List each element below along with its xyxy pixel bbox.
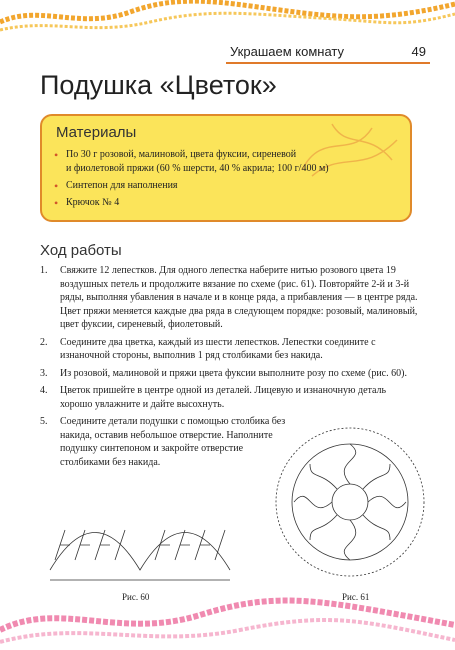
crochet-chart-flower [270, 420, 430, 585]
step-item [40, 264, 420, 332]
work-heading: Ход работы [40, 242, 122, 259]
step-item [40, 384, 420, 411]
step-number: 3. [40, 367, 48, 379]
yarn-decoration-bottom [0, 590, 455, 650]
step-number: 2. [40, 336, 48, 348]
step-number: 5. [40, 416, 48, 427]
step-item [40, 367, 420, 381]
page-number: 49 [411, 44, 426, 59]
materials-heading: Материалы [56, 124, 137, 141]
step-text: Цветок пришейте в центре одной из деталей. Лицевую и изнаночную деталь хорошо увлажните и дайте высохнуть. [60, 385, 387, 410]
yarn-decoration-top [0, 0, 455, 40]
figure-60-caption: Рис. 60 [122, 592, 150, 602]
page-title: Подушка «Цветок» [40, 70, 277, 100]
materials-box [40, 114, 412, 222]
running-header [226, 40, 430, 64]
step-number: 4. [40, 385, 48, 396]
step-item [40, 336, 420, 363]
header-rule [226, 62, 430, 64]
step-text: Соедините два цветка, каждый из шести лепестков. Лепестки соедините с изнаночной стороны, выполнив 1 ряд столбиками без накида. [60, 336, 376, 361]
figure-61-caption: Рис. 61 [342, 592, 370, 602]
step-text: Свяжите 12 лепестков. Для одного лепестка наберите нитью розового цвета 19 воздушных петель и продолжите вязание по схеме (рис. 61). Повторяйте 2-й и 3-й ряды, выполняя убавления в начале и в конце ряда, а прибавления — в центре ряда. Цвет пряжи меняется каждые два ряда в следующем порядке: розовый, малиновый, цвет фуксии, сиреневый, фиолетовый. [60, 265, 418, 330]
materials-item: • Синтепон для наполнения [54, 179, 329, 193]
materials-item: • Крючок № 4 [54, 196, 329, 210]
step-item [40, 415, 292, 469]
step-text: Соедините детали подушки с помощью столбика без накида, оставив небольшое отверстие. Наполните подушку синтепоном и закройте отверстие столбиками без накида. [60, 416, 286, 468]
step-number: 1. [40, 265, 48, 276]
materials-item: • По 30 г розовой, малиновой, цвета фуксии, сиреневой и фиолетовой пряжи (60 % шерсти, 40 % акрила; 100 г/400 м) [54, 148, 329, 176]
crochet-chart-rose [40, 510, 240, 590]
step-text: Из розовой, малиновой и пряжи цвета фуксии выполните розу по схеме (рис. 60). [60, 367, 407, 379]
header-section-title: Украшаем комнату [230, 44, 344, 59]
materials-list [54, 148, 329, 213]
